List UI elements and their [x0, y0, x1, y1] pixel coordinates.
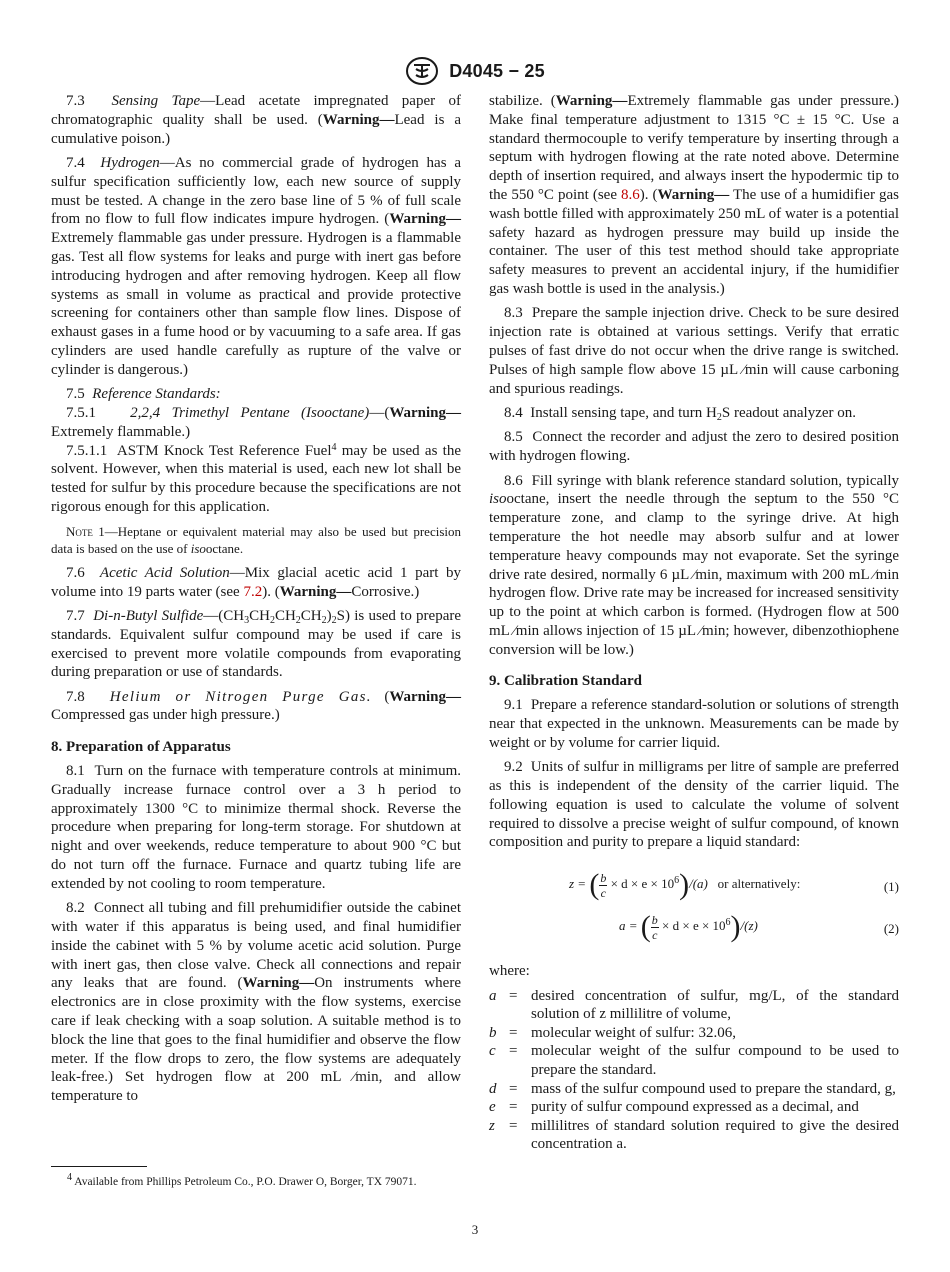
section-9-1: 9.1 Prepare a reference standard-solution or solutions of strength near that expected in the unknown. Measurements can be made by weight or by volume for carrier liquid.	[489, 697, 900, 751]
astm-logo-icon	[405, 56, 439, 86]
equation-2: a = ( $\frac{b}{c}$ × $d \times e \times 10^6)/(z)$ (2)	[619, 910, 899, 944]
right-column	[489, 92, 899, 1154]
footnote-divider	[51, 1166, 147, 1167]
section-9-2: 9.2 Units of sulfur in milligrams per litre of sample are preferred as this is independent of the density of the carrier liquid. The following equation is used to calculate the volume of solvent required to dissolve a precise weight of sulfur compound, of known composition and purity to prepare a liquid standard:	[489, 759, 900, 851]
section-7-5-1-1: 7.5.1.1 ASTM Knock Test Reference Fuel$^4$ may be used as the solvent. However, when this material is used, each new lot shall be tested for sulfur by this procedure because the specifications are not rigorous enough for this application.	[51, 441, 461, 515]
page-header	[0, 56, 950, 86]
section-7-7: 7.7 Di-n-Butyl $Sulfide—(CH_3CH_2CH_2CH_2)_2S$) is used to prepare standards. Equivalent sulfur compound may be used if care is exercised to prevent more volatile compounds from evaporating during preparation or use of standards.	[51, 607, 462, 681]
section-7-5: 7.5 Reference Standards:	[66, 386, 221, 403]
footnote-ref[interactable]: 4	[331, 441, 337, 453]
equation-1: z = ( $\frac{b}{c}$ × $d \times e \times 10^6)/(a)$ or alternatively: (1)	[569, 868, 899, 902]
section-7-6: 7.6 Acetic Acid Solution—Mix glacial acetic acid 1 part by volume into 19 parts water (see 7.2). (Warning—Corrosive.)	[51, 564, 462, 600]
section-7-3: 7.3 Sensing Tape—Lead acetate impregnated paper of chromatographic quality shall be used. (Warning—Lead is a cumulative poison.)	[51, 93, 462, 147]
definition-row: z = millilitres of standard solution required to give the desired concentration a.	[489, 1117, 899, 1153]
section-7-4: 7.4 Hydrogen—As no commercial grade of hydrogen has a sulfur specification sufficiently low, each new source of supply must be tested. A change in the zero base line of 5 % of full scale from no flow to full flow indicates impure hydrogen. (Warning—Extremely flammable gas under pressure. Hydrogen is a flammable gas. Test all flow systems for leaks and purge with inert gas before introducing hydrogen and after removing hydrogen. Keep all flow systems as small in volume as practical and provide protective screening for containers other than sample flow lines. Dispose of exhaust gases in a fume hood or by vacuuming to a safe area. If gas cylinders are used handle carefully as rupture of the valve or cylinder is dangerous.)	[51, 154, 462, 378]
equation-number: (1)	[883, 879, 899, 895]
section-heading-9: 9. Calibration Standard	[489, 673, 642, 690]
note-1: Note 1—Heptane or equivalent material may also be used but precision data is based on the use of isooctane.	[51, 523, 461, 556]
section-8-3: 8.3 Prepare the sample injection drive. Check to be sure desired injection rate is obtained at various settings. Verify that erratic pulses of fast drive do not occur when the drive range is switched. Pulses of high sample flow above 15 µL ⁄min will cause carboning and spurious readings.	[489, 305, 899, 397]
section-heading-8: 8. Preparation of Apparatus	[51, 739, 231, 756]
where-label: where:	[489, 963, 530, 980]
document-number: D4045 − 25	[449, 60, 545, 81]
definition-row: a = desired concentration of sulfur, mg/L, of the standard solution of z millilitre of volume,	[489, 987, 899, 1023]
left-column	[51, 92, 461, 1112]
section-8-2-continued: stabilize. (Warning—Extremely flammable gas under pressure.) Make final temperature adjustment to 1315 °C ± 15 °C. Use a standard thermocouple to verify temperature by inserting through a septum with hydrogen flowing at the rate noted above. Determine depth of insertion required, and always insert the hypodermic tip to the 550 °C point (see 8.6). (Warning— The use of a humidifier gas wash bottle filled with approximately 250 mL of water is a potential safety hazard as hydrogen pressure may build up inside the container. The user of this test method should take appropriate safety measures to prevent an accidental injury, if the humidifier gas wash bottle is used in the analysis.)	[489, 93, 899, 297]
section-8-1: 8.1 Turn on the furnace with temperature controls at minimum. Gradually increase furnace control over a 3 h period to approximately 1300 °C to minimize thermal shock. Reverse the procedure when preparing for long-term storage. For shutdown at night and over weekends, reduce temperature to about 900 °C but do not turn off the furnace. Furnace and quartz tubing life are extended by not cooling to room temperature.	[51, 763, 461, 892]
variable-definitions	[489, 987, 899, 1154]
section-8-6: 8.6 Fill syringe with blank reference standard solution, typically isooctane, insert the needle through the septum to the 550 °C temperature zone, and clamp to the syringe drive. At high temperature the hot needle may absorb sulfur and at lower temperature heavy compounds may not evaporate. Set the syringe drive rate desired, normally 6 µL ⁄min, maximum with 200 mL ⁄min hydrogen flow. Drive rate may be increased for increased sensitivity up to the point at which carbon is formed. (Hydrogen flow at 500 mL ⁄min allows injection of 15 µL ⁄min; however, dibenzothiophene conversion will be low.)	[489, 472, 899, 658]
equation-number: (2)	[883, 921, 899, 937]
section-8-4: 8.4 Install sensing tape, and turn $H_2S$ readout analyzer on.	[504, 404, 857, 423]
definition-row: c = molecular weight of the sulfur compound to be used to prepare the standard.	[489, 1043, 899, 1079]
page-number: 3	[471, 1222, 479, 1237]
definition-row: b = molecular weight of sulfur: 32.06,	[489, 1024, 736, 1041]
section-8-5: 8.5 Connect the recorder and adjust the zero to desired position with hydrogen flowing.	[489, 429, 900, 465]
section-7-5-1: 7.5.1 2,2,4 Trimethyl Pentane (Isooctane)—(Warning— Extremely flammable.)	[51, 404, 461, 440]
definition-row: d = mass of the sulfur compound used to prepare the standard, g,	[489, 1080, 896, 1097]
section-link[interactable]: 7.2	[243, 583, 263, 600]
definition-row: e = purity of sulfur compound expressed as a decimal, and	[489, 1099, 859, 1116]
section-7-8: 7.8 Helium or Nitrogen Purge Gas. (Warning— Compressed gas under high pressure.)	[51, 688, 462, 724]
footnote: $^4$ Available from Phillips Petroleum Co., P.O. Drawer O, Borger, TX 79071.	[67, 1172, 417, 1188]
section-8-2: 8.2 Connect all tubing and fill prehumidifier outside the cabinet with water if this apparatus is being used, and final humidifier inside the cabinet with 5 % by volume acetic acid solution. Purge with inert gas, then close valve. Check all connections and repair any leaks that are found. (Warning—On instruments where electronics are in close proximity with the flow systems, exercise care if leak checking with a soap solution. A suitable method is to block the line that goes to the final humidifier and observe the flow meter. If the flow drops to zero, the flow systems are adequately leak-free.) Set hydrogen flow at 200 mL ⁄min, and allow temperature to	[51, 900, 462, 1105]
section-link[interactable]: 8.6	[621, 186, 640, 203]
